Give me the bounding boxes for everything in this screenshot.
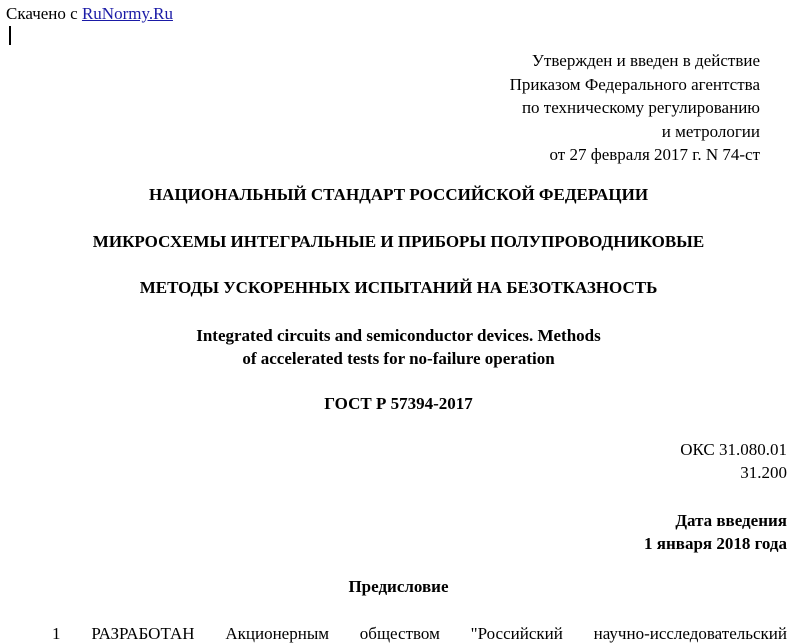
oks-classification — [680, 438, 787, 484]
approval-line: от 27 февраля 2017 г. N 74-ст — [549, 145, 760, 164]
document-title-line-2: МЕТОДЫ УСКОРЕННЫХ ИСПЫТАНИЙ НА БЕЗОТКАЗНОСТЬ — [139, 278, 658, 297]
approval-line: и метрологии — [661, 121, 760, 141]
foreword-heading: Предисловие — [348, 577, 449, 596]
national-standard-title: НАЦИОНАЛЬНЫЙ СТАНДАРТ РОССИЙСКОЙ ФЕДЕРАЦИИ — [148, 185, 649, 204]
introduction-date-value: 1 января 2018 года — [644, 534, 787, 553]
download-source-line — [6, 4, 173, 24]
introduction-date-label: Дата введения — [675, 511, 787, 530]
oks-code-2: 31.200 — [740, 463, 787, 482]
approval-line: Приказом Федерального агентства — [509, 74, 760, 94]
english-title-line-2: of accelerated tests for no-failure operation — [242, 349, 555, 368]
english-title-line-1: Integrated circuits and semiconductor devices. Methods — [196, 326, 601, 345]
english-title — [0, 324, 790, 370]
text-cursor — [9, 26, 11, 45]
approval-block — [510, 49, 760, 167]
download-prefix: Скачено с — [6, 4, 82, 23]
source-link[interactable]: RuNormy.Ru — [81, 4, 173, 23]
approval-line: Утвержден и введен в действие — [531, 51, 760, 70]
oks-code-1: ОКС 31.080.01 — [680, 440, 787, 459]
gost-number: ГОСТ Р 57394-2017 — [324, 394, 473, 413]
foreword-paragraph: 1 РАЗРАБОТАН Акционерным обществом "Российский научно-исследовательский — [52, 624, 787, 643]
introduction-date-block — [644, 509, 787, 555]
approval-line: по техническому регулированию — [521, 98, 760, 117]
document-title-line-1: МИКРОСХЕМЫ ИНТЕГРАЛЬНЫЕ И ПРИБОРЫ ПОЛУПРОВОДНИКОВЫЕ — [92, 232, 705, 251]
